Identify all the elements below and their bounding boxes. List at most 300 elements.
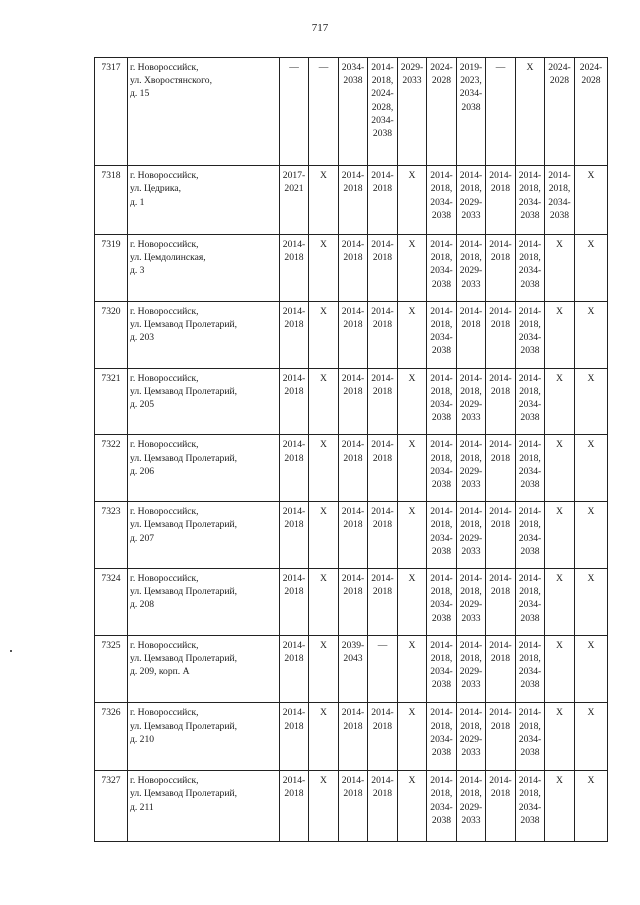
period-line: 2018 — [490, 452, 511, 464]
period-line: X — [556, 305, 563, 317]
period-line: 2018 — [490, 252, 511, 264]
period-line: 2014- — [282, 372, 306, 384]
period-line: 2014- — [459, 775, 483, 787]
period-line: 2018 — [343, 319, 363, 331]
period-line: 2014- — [371, 775, 394, 787]
period-line: 2018 — [372, 183, 393, 195]
address-cell — [128, 703, 280, 771]
address-line: ул. Цемдолинская, — [130, 252, 206, 264]
period-line: 2014- — [430, 707, 453, 719]
period-line: X — [587, 572, 595, 584]
period-line: 2033 — [461, 412, 481, 424]
period-line: 2018, — [430, 519, 453, 531]
period-line: 2033 — [461, 679, 481, 691]
period-line: X — [556, 572, 563, 584]
row-number-cell: 7320 — [95, 301, 128, 368]
period-line: X — [320, 305, 327, 317]
period-line: 2014- — [518, 439, 542, 451]
period-line: 2014- — [430, 572, 453, 584]
period-line: 2038 — [343, 75, 363, 87]
period-line: 2014- — [371, 572, 394, 584]
address-line: г. Новороссийск, — [130, 707, 199, 719]
period-line: X — [320, 707, 327, 719]
period-line: 2038 — [520, 479, 540, 491]
period-line: 2018 — [490, 319, 511, 331]
period-line: 2018 — [490, 385, 511, 397]
period-line: 2043 — [343, 652, 363, 664]
period-line: 2014- — [341, 775, 365, 787]
period-line: 2034- — [518, 399, 542, 411]
period-cell — [457, 703, 486, 771]
period-line: 2014- — [371, 707, 394, 719]
period-cell — [575, 502, 608, 569]
period-line: 2029- — [459, 265, 483, 277]
period-line: 2038 — [520, 612, 540, 624]
period-line: X — [556, 707, 563, 719]
period-line: 2018 — [343, 788, 363, 800]
period-line: 2014- — [518, 572, 542, 584]
period-cell — [427, 58, 457, 166]
period-line: 2018 — [343, 519, 363, 531]
period-cell — [545, 771, 575, 842]
period-cell — [339, 771, 368, 842]
period-cell — [575, 703, 608, 771]
address-line: ул. Цемзавод Пролетарий, — [130, 652, 238, 664]
period-line: 2029- — [400, 62, 424, 73]
period-line: 2038 — [431, 345, 452, 357]
address-line: ул. Цемзавод Пролетарий, — [130, 452, 238, 464]
page-number: 717 — [311, 22, 329, 34]
period-line: 2014- — [430, 439, 453, 451]
period-line: 2034- — [518, 599, 542, 611]
period-cell — [545, 166, 575, 235]
period-line: 2014- — [371, 372, 394, 384]
period-cell — [280, 235, 309, 302]
period-cell — [516, 502, 545, 569]
period-line: 2038 — [520, 412, 540, 424]
period-line: 2014- — [489, 506, 512, 518]
period-line: 2018, — [519, 183, 541, 195]
period-line: 2034- — [430, 399, 453, 411]
period-line: 2018, — [460, 252, 482, 264]
period-line: X — [408, 439, 416, 451]
period-line: X — [587, 506, 595, 518]
period-line: 2029- — [459, 399, 483, 411]
period-line: X — [320, 572, 327, 584]
period-line: 2018, — [430, 252, 453, 264]
period-line: 2018, — [430, 652, 453, 664]
period-cell — [427, 703, 457, 771]
period-line: 2014- — [282, 572, 306, 584]
period-cell — [339, 635, 368, 703]
address-line: д. 211 — [130, 801, 154, 813]
period-cell — [486, 235, 516, 302]
period-cell — [486, 166, 516, 235]
address-line: ул. Цемзавод Пролетарий, — [130, 720, 238, 732]
period-line: 2018 — [490, 788, 511, 800]
period-line: 2014- — [341, 239, 365, 251]
address-line: г. Новороссийск, — [130, 639, 199, 651]
period-line: X — [320, 372, 327, 384]
period-line: 2018, — [460, 720, 482, 732]
period-line: 2018, — [460, 183, 482, 195]
period-line: 2018, — [460, 452, 482, 464]
period-line: 2014- — [459, 572, 483, 584]
row-number-cell: 7322 — [95, 435, 128, 502]
address-line: г. Новороссийск, — [130, 170, 199, 182]
table-row — [95, 635, 608, 703]
address-line: ул. Цемзавод Пролетарий, — [130, 385, 238, 397]
period-line: 2018, — [519, 319, 541, 331]
address-line: г. Новороссийск, — [130, 62, 199, 73]
period-line: 2034- — [518, 265, 542, 277]
period-cell — [280, 368, 309, 435]
period-cell — [427, 635, 457, 703]
period-line: 2033 — [461, 612, 481, 624]
period-line: 2018 — [372, 252, 393, 264]
period-line: 2028 — [549, 75, 570, 87]
period-line: 2018 — [343, 720, 363, 732]
period-cell — [516, 301, 545, 368]
period-line: X — [408, 372, 416, 384]
address-line: г. Новороссийск, — [130, 439, 199, 451]
period-line: 2014- — [518, 170, 542, 182]
period-cell — [339, 568, 368, 635]
period-line: 2038 — [549, 209, 570, 221]
period-line: 2021 — [284, 183, 304, 195]
address-line: д. 205 — [130, 399, 155, 411]
period-line: 2018 — [372, 452, 393, 464]
period-cell — [575, 166, 608, 235]
period-line: X — [408, 572, 416, 584]
period-line: X — [320, 439, 327, 451]
period-cell — [398, 235, 427, 302]
period-line: 2034- — [430, 599, 453, 611]
period-line: 2018 — [284, 788, 304, 800]
address-line: г. Новороссийск, — [130, 305, 199, 317]
period-line: 2018, — [519, 252, 541, 264]
period-line: 2014- — [371, 62, 394, 73]
period-line: 2014- — [489, 572, 512, 584]
period-line: 2014- — [341, 506, 365, 518]
period-line: X — [587, 639, 595, 651]
registry-table — [94, 57, 608, 842]
period-line: 2014- — [341, 707, 365, 719]
address-line: г. Новороссийск, — [130, 572, 199, 584]
period-cell — [486, 435, 516, 502]
period-cell — [545, 235, 575, 302]
address-line: г. Новороссийск, — [130, 506, 199, 518]
period-line: X — [556, 439, 563, 451]
period-cell — [545, 301, 575, 368]
period-cell — [309, 301, 339, 368]
period-line: 2014- — [459, 707, 483, 719]
period-line: 2034- — [430, 196, 453, 208]
table-row — [95, 301, 608, 368]
period-line: 2014- — [459, 170, 483, 182]
period-cell — [368, 771, 398, 842]
period-line: 2014- — [282, 305, 306, 317]
period-line: X — [320, 775, 327, 787]
period-cell — [516, 771, 545, 842]
period-line: 2014- — [459, 305, 483, 317]
period-cell — [575, 435, 608, 502]
period-line: 2014- — [282, 639, 306, 651]
table-row — [95, 771, 608, 842]
row-number-cell: 7324 — [95, 568, 128, 635]
period-line: X — [556, 506, 563, 518]
period-line: 2014- — [371, 239, 394, 251]
period-cell — [427, 502, 457, 569]
row-number-cell: 7319 — [95, 235, 128, 302]
period-line: 2038 — [431, 612, 452, 624]
period-line: 2014- — [430, 305, 453, 317]
period-line: 2034- — [548, 196, 571, 208]
period-line: 2018 — [284, 452, 304, 464]
period-line: X — [408, 639, 416, 651]
address-cell — [128, 235, 280, 302]
address-line: г. Новороссийск, — [130, 372, 199, 384]
period-cell — [339, 166, 368, 235]
period-line: 2014- — [341, 170, 365, 182]
period-line: 2018, — [519, 519, 541, 531]
period-line: 2018 — [372, 788, 393, 800]
period-cell — [486, 568, 516, 635]
period-cell — [427, 166, 457, 235]
period-line: 2038 — [431, 278, 452, 290]
period-line: 2014- — [341, 372, 365, 384]
address-cell — [128, 568, 280, 635]
period-line: 2034- — [518, 196, 542, 208]
period-line: X — [587, 305, 595, 317]
period-line: 2018 — [284, 385, 304, 397]
period-line: 2014- — [489, 439, 512, 451]
period-line: 2038 — [520, 545, 540, 557]
period-line: 2018 — [490, 519, 511, 531]
period-line: 2038 — [461, 101, 481, 113]
period-line: 2014- — [518, 239, 542, 251]
period-line: 2018, — [548, 183, 571, 195]
period-cell — [545, 568, 575, 635]
period-cell — [486, 368, 516, 435]
address-line: ул. Цедрика, — [130, 183, 182, 195]
period-cell — [545, 635, 575, 703]
period-cell — [368, 502, 398, 569]
row-number-cell: 7321 — [95, 368, 128, 435]
period-line: 2014- — [518, 506, 542, 518]
period-cell — [398, 635, 427, 703]
table-body — [95, 58, 608, 842]
period-cell — [486, 301, 516, 368]
period-line: 2014- — [489, 170, 512, 182]
period-line: X — [556, 639, 563, 651]
row-number-cell: 7325 — [95, 635, 128, 703]
period-line: 2017- — [282, 170, 306, 182]
period-line: 2014- — [341, 305, 365, 317]
period-cell — [486, 58, 516, 166]
period-line: 2014- — [489, 239, 512, 251]
period-line: 2014- — [282, 239, 306, 251]
period-cell — [280, 58, 309, 166]
period-line: 2014- — [548, 170, 571, 182]
period-cell — [516, 166, 545, 235]
period-line: 2034- — [430, 265, 453, 277]
period-line: 2034- — [518, 332, 542, 344]
period-cell — [427, 435, 457, 502]
address-cell — [128, 166, 280, 235]
period-cell — [368, 235, 398, 302]
period-line: 2034- — [518, 532, 542, 544]
period-line: 2018, — [519, 788, 541, 800]
period-line: 2029- — [459, 532, 483, 544]
period-line: 2014- — [341, 572, 365, 584]
period-line: 2018, — [519, 452, 541, 464]
period-line: 2038 — [520, 345, 540, 357]
period-line: 2029- — [459, 599, 483, 611]
period-line: 2019- — [459, 62, 483, 73]
period-line: 2014- — [430, 506, 453, 518]
period-cell — [309, 368, 339, 435]
period-line: 2014- — [489, 639, 512, 651]
period-cell — [398, 703, 427, 771]
period-cell — [280, 771, 309, 842]
period-cell — [545, 58, 575, 166]
period-cell — [427, 771, 457, 842]
address-line: д. 210 — [130, 733, 155, 745]
period-cell — [398, 568, 427, 635]
address-cell — [128, 635, 280, 703]
period-line: 2038 — [372, 128, 393, 140]
period-line: 2018 — [284, 519, 304, 531]
period-line: 2014- — [282, 707, 306, 719]
address-line: д. 3 — [130, 265, 145, 277]
period-cell — [398, 435, 427, 502]
address-line: ул. Цемзавод Пролетарий, — [130, 586, 238, 598]
period-line: 2038 — [520, 814, 540, 826]
table-row — [95, 368, 608, 435]
address-line: г. Новороссийск, — [130, 239, 199, 251]
period-line: 2024- — [430, 62, 453, 73]
address-line: д. 208 — [130, 599, 155, 611]
period-line: 2018 — [284, 319, 304, 331]
period-line: 2029- — [459, 465, 483, 477]
period-line: 2029- — [459, 196, 483, 208]
period-line: 2018, — [460, 652, 482, 664]
period-line: 2014- — [489, 775, 512, 787]
period-line: 2018 — [372, 519, 393, 531]
period-cell — [575, 58, 608, 166]
period-cell — [516, 703, 545, 771]
period-cell — [309, 235, 339, 302]
period-line: 2034- — [430, 332, 453, 344]
period-line: X — [408, 775, 416, 787]
period-line: 2033 — [461, 278, 481, 290]
period-line: X — [408, 305, 416, 317]
period-line: 2028 — [431, 75, 452, 87]
period-line: 2014- — [459, 372, 483, 384]
period-cell — [368, 703, 398, 771]
address-line: д. 209, корп. А — [130, 666, 190, 678]
period-cell — [545, 703, 575, 771]
period-cell — [427, 368, 457, 435]
period-line: 2014- — [430, 775, 453, 787]
period-cell — [368, 58, 398, 166]
period-cell — [427, 301, 457, 368]
period-cell — [339, 301, 368, 368]
period-line: X — [408, 707, 416, 719]
period-line: X — [556, 239, 563, 251]
period-line: 2014- — [430, 372, 453, 384]
row-number-cell: 7318 — [95, 166, 128, 235]
period-cell — [368, 301, 398, 368]
period-line: 2038 — [431, 545, 452, 557]
period-line: 2014- — [371, 439, 394, 451]
period-cell — [457, 502, 486, 569]
period-cell — [457, 568, 486, 635]
period-line: 2018 — [490, 183, 511, 195]
period-cell — [339, 435, 368, 502]
period-line: 2024- — [371, 88, 394, 100]
period-cell — [457, 771, 486, 842]
period-line: — — [289, 62, 299, 73]
address-line: д. 15 — [130, 88, 150, 100]
period-cell — [575, 771, 608, 842]
period-line: 2018, — [460, 385, 482, 397]
period-line: 2014- — [430, 239, 453, 251]
period-line: 2018 — [343, 586, 363, 598]
row-number-cell: 7326 — [95, 703, 128, 771]
period-cell — [398, 58, 427, 166]
period-line: 2018 — [490, 652, 511, 664]
period-line: 2018 — [343, 183, 363, 195]
period-cell — [398, 368, 427, 435]
period-line: 2018 — [372, 385, 393, 397]
period-line: X — [587, 439, 595, 451]
period-line: 2034- — [518, 733, 542, 745]
period-line: 2018, — [460, 586, 482, 598]
period-line: 2018, — [460, 519, 482, 531]
row-number-cell: 7327 — [95, 771, 128, 842]
period-line: 2014- — [371, 305, 394, 317]
period-cell — [280, 703, 309, 771]
table-row — [95, 703, 608, 771]
period-cell — [516, 235, 545, 302]
period-line: 2034- — [341, 62, 365, 73]
period-cell — [457, 58, 486, 166]
period-line: 2018 — [372, 586, 393, 598]
period-cell — [309, 771, 339, 842]
period-line: 2038 — [520, 209, 540, 221]
period-line: 2033 — [461, 747, 481, 759]
address-line: г. Новороссийск, — [130, 775, 199, 787]
period-line: 2014- — [371, 506, 394, 518]
table-row — [95, 58, 608, 166]
address-cell — [128, 301, 280, 368]
period-line: 2014- — [489, 707, 512, 719]
period-line: 2018 — [490, 586, 511, 598]
period-line: X — [587, 239, 595, 251]
period-line: 2028, — [371, 101, 394, 113]
period-cell — [280, 166, 309, 235]
period-line: 2014- — [518, 372, 542, 384]
period-cell — [280, 568, 309, 635]
period-line: — — [495, 62, 506, 73]
period-line: 2014- — [430, 170, 453, 182]
period-line: 2014- — [282, 439, 306, 451]
table-row — [95, 166, 608, 235]
period-line: 2028 — [581, 75, 601, 87]
address-cell — [128, 502, 280, 569]
